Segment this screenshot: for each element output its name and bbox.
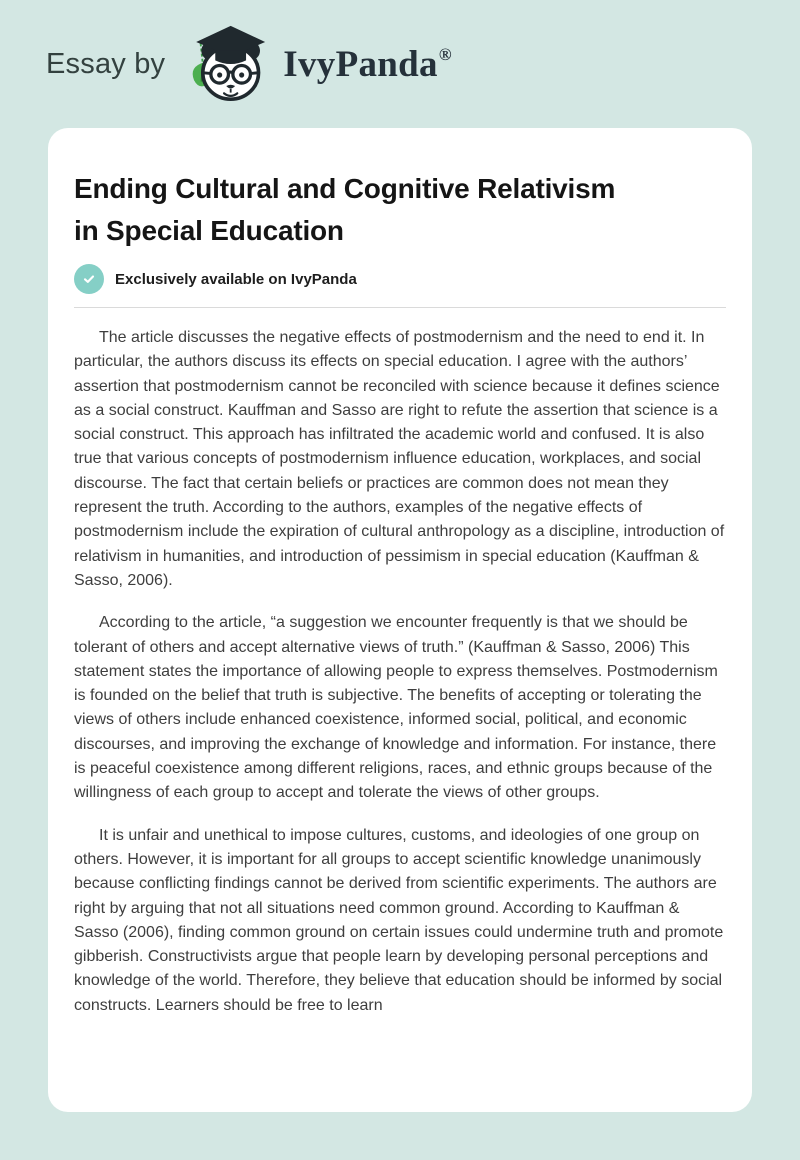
essay-paragraph: The article discusses the negative effects of postmodernism and the need to end it. In particular, the authors discuss its effects on special education. I agree with the authors’ assertion that postmodernism cannot be reconciled with science because it defines science as a social construct. Kauffman and Sasso are right to refute the assertion that science is a social construct. This approach has infiltrated the academic world and confused. It is also true that various concepts of postmodernism influence education, workplaces, and social discourse. The fact that certain beliefs or practices are common does not mean they represent the truth. According to the authors, examples of the negative effects of postmodernism include the expiration of cultural anthropology as a discipline, introduction of relativism in humanities, and introduction of pessimism in special education (Kauffman & Sasso, 2006). bbox=[74, 329, 725, 589]
essay-paragraph: According to the article, “a suggestion we encounter frequently is that we should be tolerant of others and accept alternative views of truth.” (Kauffman & Sasso, 2006) This statement states the importance of allowing people to express themselves. Postmodernism is founded on the belief that truth is subjective. The benefits of accepting or tolerating the views of others include enhanced coexistence, informed social, political, and economic discourses, and improving the exchange of knowledge and information. For instance, there is peaceful coexistence among different religions, races, and ethnic groups because of the willingness of each group to accept and tolerate the views of other groups. bbox=[74, 614, 718, 802]
brand-wordmark bbox=[283, 43, 451, 86]
check-icon bbox=[74, 264, 104, 294]
divider bbox=[74, 307, 726, 308]
essay-title: Ending Cultural and Cognitive Relativism in Special Education bbox=[74, 173, 616, 246]
essay-body bbox=[74, 326, 726, 1018]
essay-paragraph: It is unfair and unethical to impose cultures, customs, and ideologies of one group on others. However, it is important for all groups to accept scientific knowledge unanimously because conflicting findings cannot be derived from scientific experiments. The authors are right by arguing that not all situations need common ground. According to Kauffman & Sasso (2006), finding common ground on certain issues could undermine truth and promote gibberish. Constructivists argue that people learn by developing personal perceptions and knowledge of the world. Therefore, they believe that education should be informed by social constructs. Learners should be free to learn bbox=[74, 826, 724, 1014]
exclusive-badge-label: Exclusively available on IvyPanda bbox=[115, 270, 357, 288]
brand-name: IvyPanda bbox=[283, 43, 438, 85]
registered-mark: ® bbox=[438, 45, 452, 65]
ivypanda-logo-icon bbox=[183, 18, 271, 110]
exclusive-badge bbox=[74, 264, 726, 294]
essay-by-label: Essay by bbox=[46, 47, 166, 80]
site-header bbox=[0, 0, 800, 128]
essay-card bbox=[48, 128, 752, 1112]
